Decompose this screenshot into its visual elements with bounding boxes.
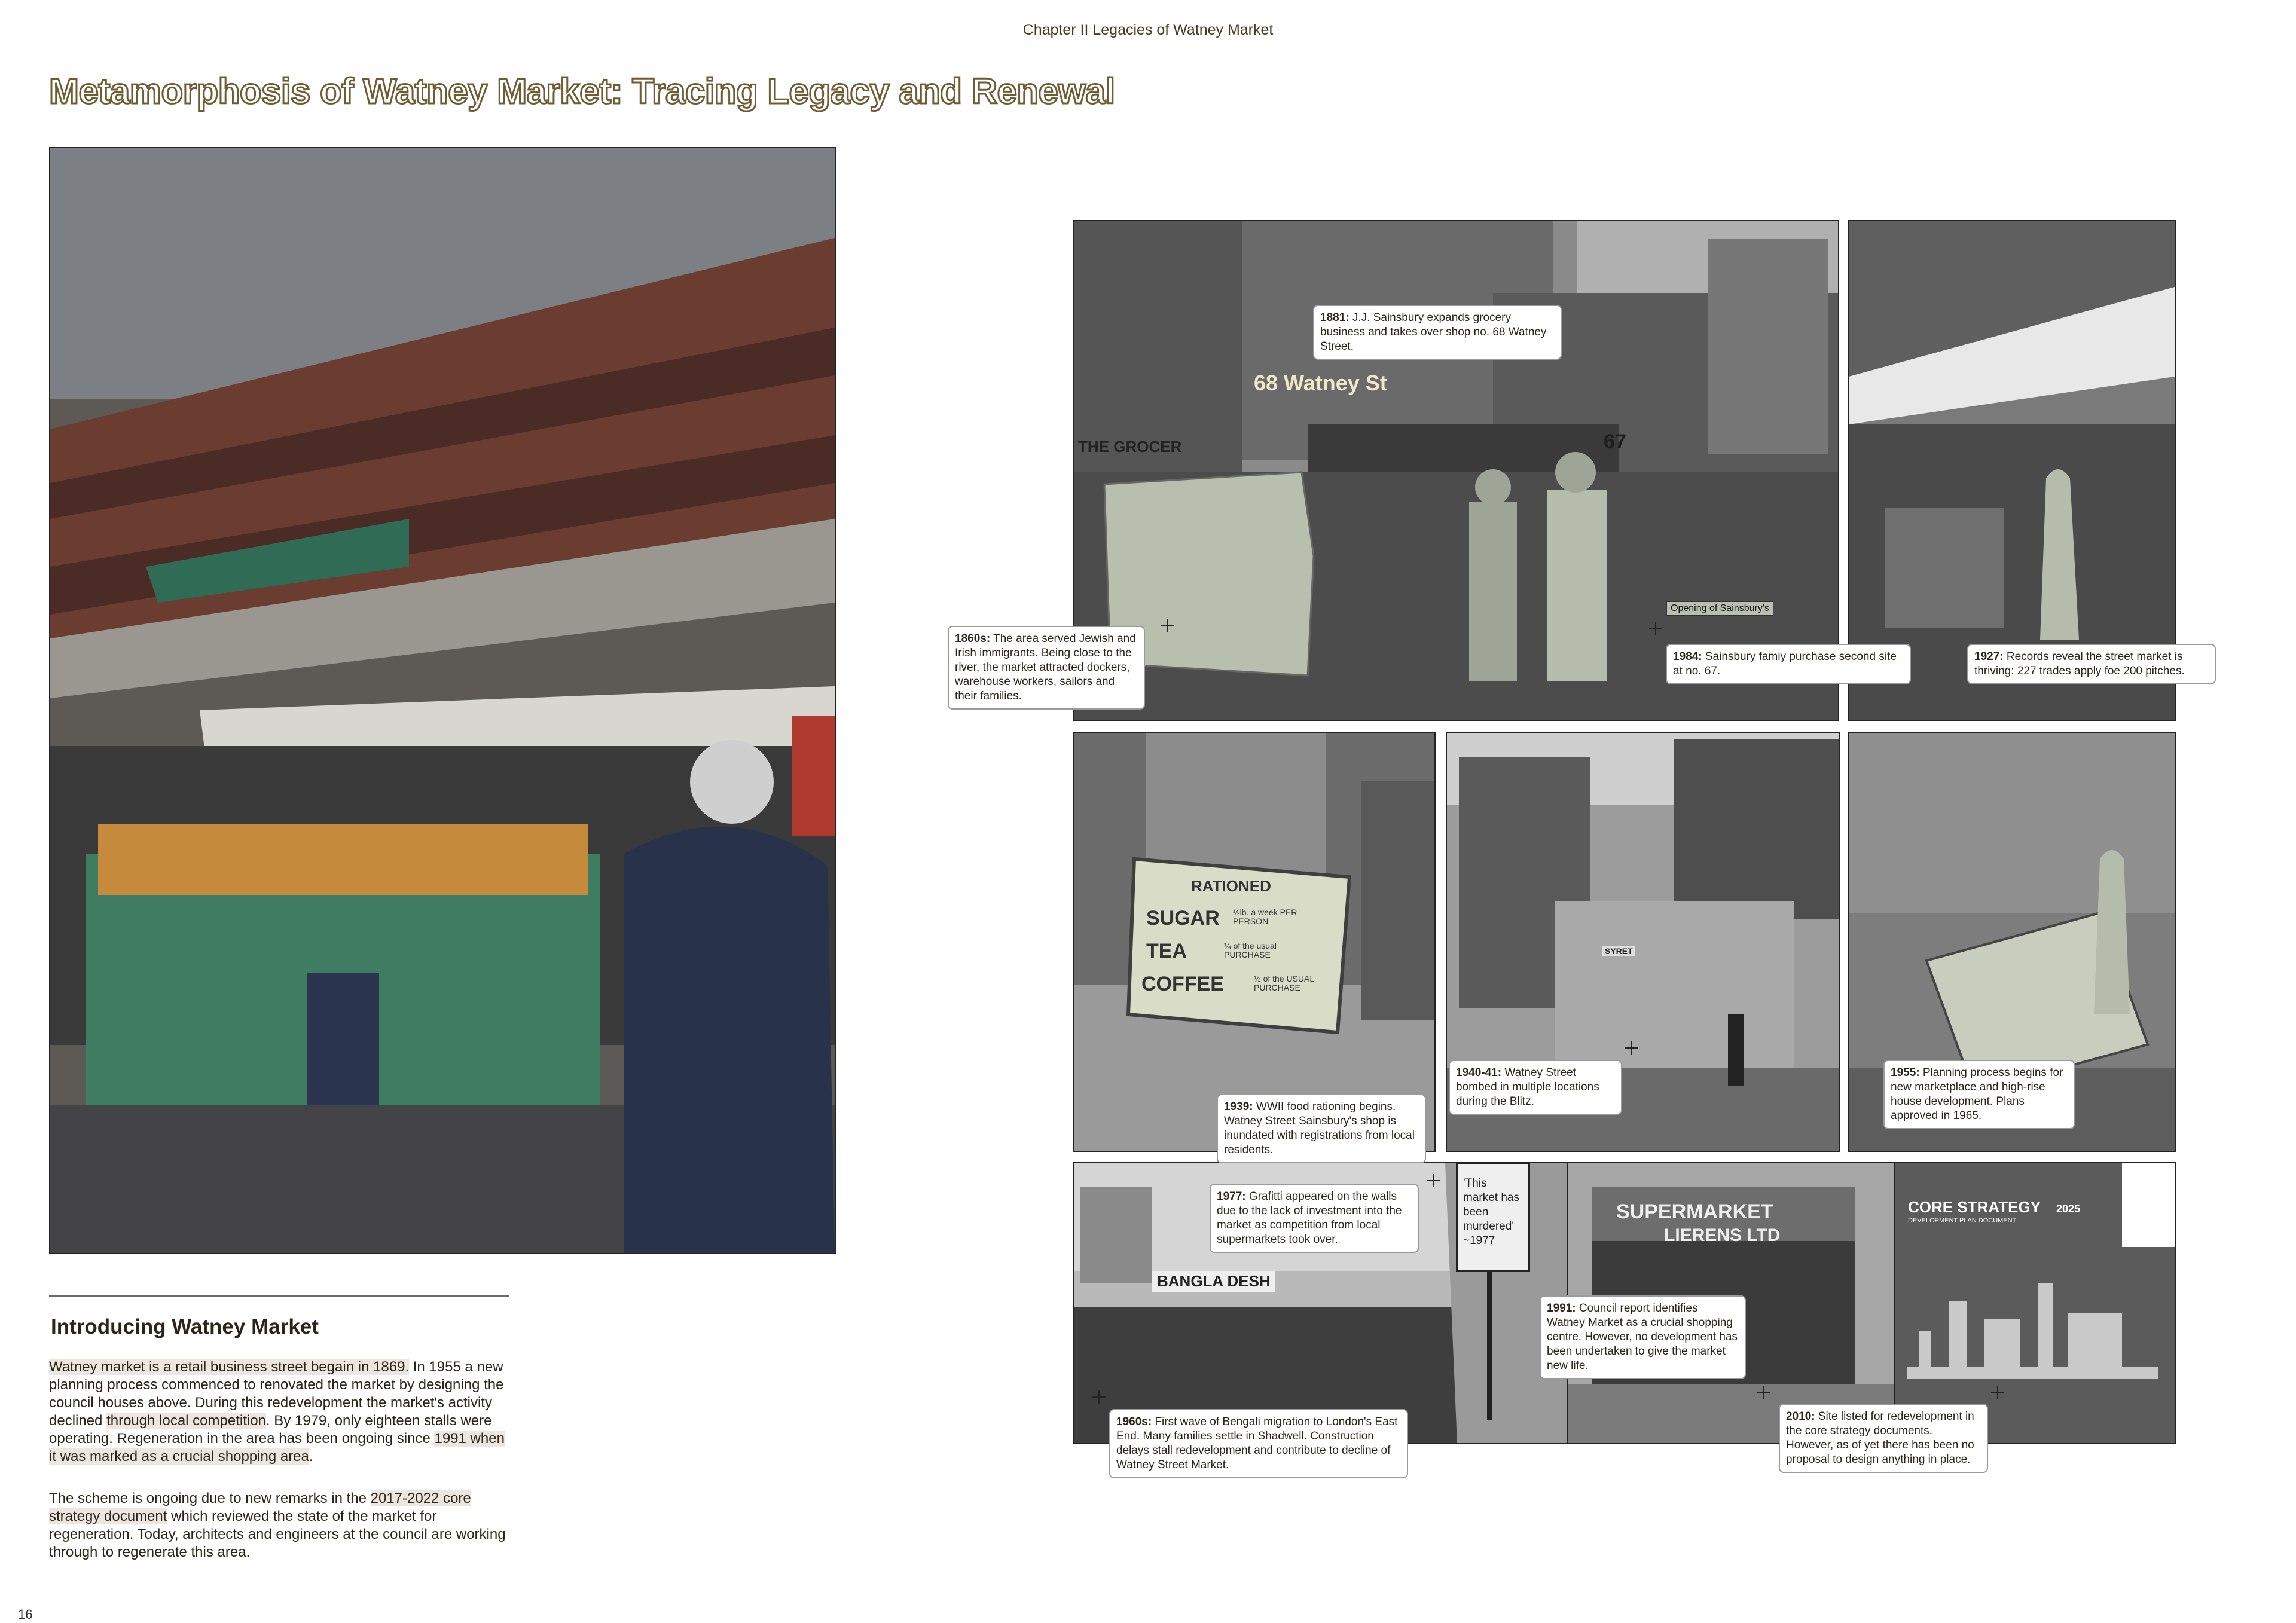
body-text: In 1955 a new planning process commenced to renovated the market by designing the council houses above. During this redevelopment the market's activity declined bbox=[49, 1359, 504, 1429]
body-text: which reviewed the state of the market for regeneration. Today, architects and engineers at the council are working through to regenerate this area. bbox=[49, 1508, 506, 1560]
timeline-note-1860s bbox=[948, 626, 1145, 710]
note-year: 1991: bbox=[1547, 1302, 1576, 1315]
timeline-note-1939 bbox=[1217, 1094, 1426, 1163]
chapter-header: Chapter II Legacies of Watney Market bbox=[1022, 22, 1274, 38]
tea-amount: ¼ of the usual PURCHASE bbox=[1224, 941, 1277, 959]
crosshair-marker bbox=[1625, 1041, 1638, 1055]
note-text: WWII food rationing begins. Watney Street Sainsbury's shop is inundated with registrations from local residents. bbox=[1224, 1101, 1415, 1156]
note-text: Planning process begins for new marketplace and high-rise house development. Plans approved in 1965. bbox=[1891, 1066, 2063, 1122]
timeline-note-1881 bbox=[1313, 305, 1562, 360]
core-strategy-title: CORE STRATEGY bbox=[1908, 1198, 2041, 1216]
note-text: Sainsbury famiy purchase second site at no. 67. bbox=[1673, 650, 1897, 677]
intro-paragraph-2 bbox=[49, 1490, 509, 1561]
timeline-note-1984 bbox=[1666, 644, 1911, 684]
timeline-note-1960s bbox=[1109, 1409, 1408, 1478]
coffee-amount: ½ of the USUAL PURCHASE bbox=[1254, 974, 1314, 992]
crosshair-marker bbox=[1991, 1386, 2004, 1399]
highlight-text: through local competition bbox=[106, 1413, 266, 1429]
highlight-text: Watney market is a retail business street begain in 1869. bbox=[49, 1359, 410, 1375]
intro-heading: Introducing Watney Market bbox=[51, 1315, 319, 1338]
timeline-note-1940 bbox=[1449, 1060, 1622, 1115]
note-year: 1939: bbox=[1224, 1101, 1253, 1113]
note-text: Watney Street bombed in multiple locations during the Blitz. bbox=[1456, 1066, 1599, 1108]
note-year: 1881: bbox=[1320, 311, 1349, 324]
photo-2010-core-strategy bbox=[1894, 1162, 2176, 1444]
timeline-note-1977 bbox=[1210, 1184, 1419, 1253]
coffee-label: COFFEE bbox=[1141, 973, 1224, 995]
sugar-amount: ½lb. a week PER PERSON bbox=[1233, 907, 1297, 926]
main-market-photo bbox=[49, 147, 836, 1254]
timeline-note-1955 bbox=[1883, 1060, 2075, 1129]
lierens-sign: LIERENS LTD bbox=[1664, 1225, 1781, 1245]
timeline-note-1927 bbox=[1967, 644, 2216, 684]
bangladesh-banner: BANGLA DESH bbox=[1152, 1271, 1275, 1292]
timeline-note-2010 bbox=[1779, 1404, 1988, 1473]
note-year: 1927: bbox=[1974, 650, 2004, 663]
note-text: J.J. Sainsbury expands grocery business and takes over shop no. 68 Watney Street. bbox=[1320, 311, 1547, 353]
body-text: . By 1979, only eighteen stalls were operating. Regeneration in the area has been ongoing since bbox=[49, 1413, 492, 1447]
page-title: Metamorphosis of Watney Market: Tracing Legacy and Renewal bbox=[49, 71, 1115, 111]
core-strategy-subtitle: DEVELOPMENT PLAN DOCUMENT bbox=[1908, 1217, 2017, 1224]
note-text: The area served Jewish and Irish immigrants. Being close to the river, the market attracted dockers, warehouse workers, sailors and their families. bbox=[955, 632, 1136, 702]
core-strategy-year: 2025 bbox=[2056, 1203, 2081, 1215]
note-year: 1955: bbox=[1891, 1066, 1920, 1079]
crosshair-marker bbox=[1757, 1386, 1770, 1399]
photo-1939-rationing bbox=[1073, 732, 1436, 1152]
crosshair-marker bbox=[1427, 1174, 1440, 1187]
note-text: First wave of Bengali migration to London's East End. Many families settle in Shadwell. Construction delays stall redevelopment and contribute to decline of Watney Street Market. bbox=[1116, 1416, 1398, 1471]
rationed-sign: RATIONED bbox=[1191, 877, 1271, 895]
body-text: The scheme is ongoing due to new remarks in the bbox=[49, 1490, 371, 1506]
opening-caption: Opening of Sainsbury's bbox=[1666, 601, 1773, 616]
note-text: Records reveal the street market is thriving: 227 trades apply foe 200 pitches. bbox=[1974, 650, 2185, 677]
body-text: . bbox=[309, 1448, 313, 1465]
note-year: 1960s: bbox=[1116, 1416, 1152, 1428]
note-year: 1977: bbox=[1217, 1190, 1246, 1203]
note-text: Site listed for redevelopment in the core strategy documents. However, as of yet there has been no proposal to design anything in place. bbox=[1786, 1410, 1974, 1466]
supermarket-sign: SUPERMARKET bbox=[1616, 1200, 1773, 1223]
sign-68-watney: 68 Watney St bbox=[1254, 371, 1387, 395]
grocer-sign: THE GROCER bbox=[1078, 438, 1182, 456]
street-sign: SYRET bbox=[1602, 946, 1635, 956]
highlight-text: 2017-2022 core strategy document bbox=[49, 1490, 471, 1524]
crosshair-marker bbox=[1161, 619, 1174, 632]
highlight-text: 1991 when it was marked as a crucial shopping area bbox=[49, 1431, 505, 1465]
note-text: Council report identifies Watney Market as a crucial shopping centre. However, no development has been undertaken to give the market new life. bbox=[1547, 1302, 1738, 1372]
tea-label: TEA bbox=[1146, 940, 1187, 962]
note-year: 1984: bbox=[1673, 650, 1702, 663]
crosshair-marker bbox=[1092, 1390, 1106, 1404]
intro-paragraph-1 bbox=[49, 1358, 509, 1466]
sign-67: 67 bbox=[1604, 430, 1626, 453]
note-year: 1860s: bbox=[955, 632, 991, 645]
protest-placard: 'This market has been murdered' ~1977 bbox=[1463, 1177, 1519, 1247]
divider bbox=[49, 1295, 509, 1297]
sugar-label: SUGAR bbox=[1146, 907, 1220, 930]
crosshair-marker bbox=[1649, 622, 1662, 635]
page-number: 16 bbox=[18, 1607, 33, 1622]
note-year: 2010: bbox=[1786, 1410, 1815, 1423]
note-year: 1940-41: bbox=[1456, 1066, 1502, 1079]
note-text: Grafitti appeared on the walls due to the lack of investment into the market as competition from local supermarkets took over. bbox=[1217, 1190, 1402, 1246]
timeline-note-1991 bbox=[1540, 1295, 1746, 1379]
